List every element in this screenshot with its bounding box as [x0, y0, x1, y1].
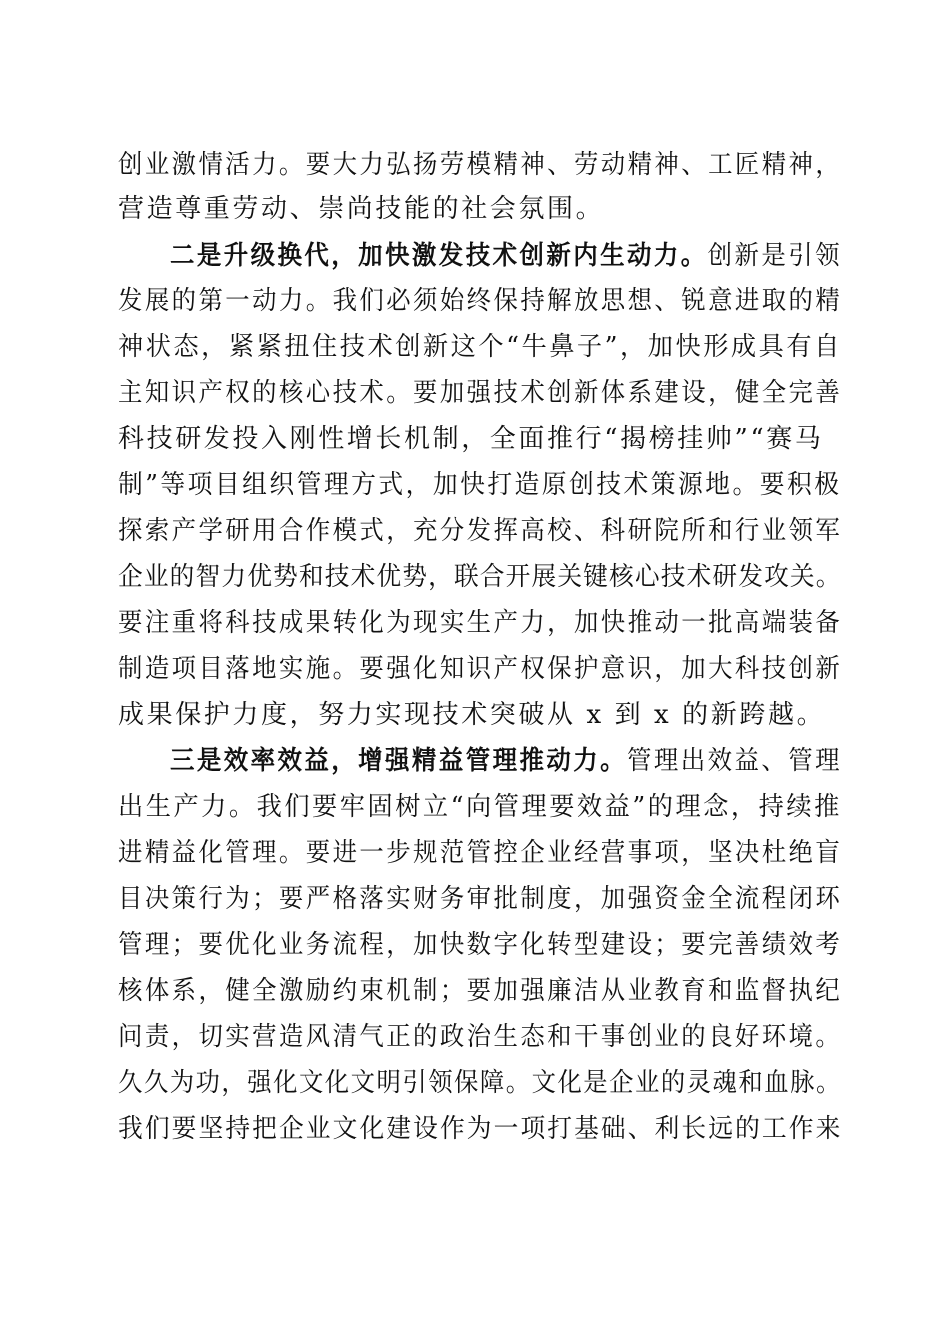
text-line: 制造项目落地实施。要强化知识产权保护意识，加大科技创新 — [118, 654, 843, 684]
text-line — [170, 233, 842, 279]
text-line: 神状态，紧紧扭住技术创新这个“牛鼻子”，加快形成具有自 — [118, 332, 842, 362]
text-span: 管理出效益、管理 — [626, 746, 843, 776]
text-line: 目决策行为；要严格落实财务审批制度，加强资金全流程闭环 — [118, 884, 843, 914]
section-heading: 三是效率效益，增强精益管理推动力。 — [170, 746, 627, 776]
text-line: 要注重将科技成果转化为现实生产力，加快推动一批高端装备 — [118, 608, 843, 638]
text-line: 营造尊重劳动、崇尚技能的社会氛围。 — [118, 194, 605, 224]
text-line: 进精益化管理。要进一步规范管控企业经营事项，坚决杜绝盲 — [118, 838, 843, 868]
text-line: 核体系，健全激励约束机制；要加强廉洁从业教育和监督执纪 — [118, 976, 843, 1006]
text-line: 制”等项目组织管理方式，加快打造原创技术策源地。要积极 — [118, 470, 842, 500]
text-line: 问责，切实营造风清气正的政治生态和干事创业的良好环境。 — [118, 1022, 843, 1052]
text-line: 主知识产权的核心技术。要加强技术创新体系建设，健全完善 — [118, 378, 843, 408]
text-line: 管理；要优化业务流程，加快数字化转型建设；要完善绩效考 — [118, 930, 843, 960]
text-line: 成果保护力度，努力实现技术突破从 x 到 x 的新跨越。 — [118, 700, 826, 730]
section-heading: 二是升级换代，加快激发技术创新内生动力。 — [170, 241, 708, 271]
text-line: 我们要坚持把企业文化建设作为一项打基础、利长远的工作来 — [118, 1114, 843, 1144]
text-line — [170, 738, 842, 784]
text-line: 久久为功，强化文化文明引领保障。文化是企业的灵魂和血脉。 — [118, 1068, 842, 1098]
text-line: 发展的第一动力。我们必须始终保持解放思想、锐意进取的精 — [118, 286, 843, 316]
text-line: 出生产力。我们要牢固树立“向管理要效益”的理念，持续推 — [118, 792, 842, 822]
text-line: 探索产学研用合作模式，充分发挥高校、科研院所和行业领军 — [118, 516, 843, 546]
text-line: 创业激情活力。要大力弘扬劳模精神、劳动精神、工匠精神， — [118, 150, 843, 180]
text-line: 企业的智力优势和技术优势，联合开展关键核心技术研发攻关。 — [118, 562, 842, 592]
text-span: 创新是引领 — [707, 241, 843, 271]
text-line: 科技研发投入刚性增长机制，全面推行“揭榜挂帅”“赛马 — [118, 424, 824, 454]
